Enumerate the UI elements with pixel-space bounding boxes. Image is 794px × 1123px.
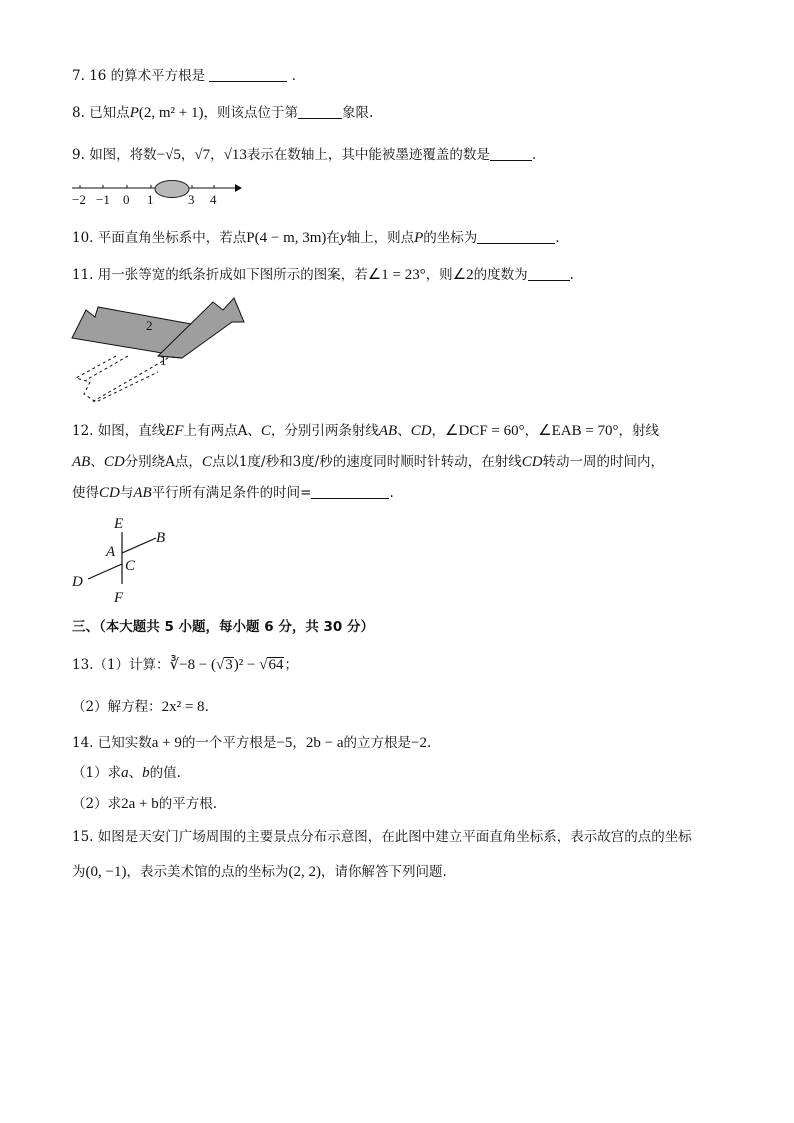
question-15-line-2: 为(0, −1)，表示美术馆的点的坐标为(2, 2)，请你解答下列问题. <box>72 864 447 880</box>
q8-number: 8. <box>72 105 85 121</box>
label-F: F <box>114 590 124 606</box>
label-C: C <box>125 558 136 574</box>
ray-AB <box>122 538 156 553</box>
section-3-heading: 三、（本大题共 5 小题，每小题 6 分，共 30 分） <box>72 619 375 635</box>
tick-label: 3 <box>188 192 195 207</box>
label-B: B <box>156 530 166 546</box>
question-14-part-2: （2）求2a + b的平方根. <box>72 796 218 812</box>
q10-answer-blank <box>477 229 555 244</box>
question-14-part-1: （1）求a、b的值. <box>72 765 181 781</box>
q11-number: 11. <box>72 267 94 283</box>
question-12-line-3: 使得CD与AB平行所有满足条件的时间= . <box>72 485 394 501</box>
label-A: A <box>106 544 116 560</box>
q7-number: 7. <box>72 68 85 84</box>
q8-point-coords: (2, m² + 1) <box>138 105 204 121</box>
number-line-figure <box>70 176 245 208</box>
rays-figure <box>68 512 178 608</box>
dashed-strip-edge <box>76 356 158 402</box>
question-15-line-1: 15. 如图是天安门广场周围的主要景点分布示意图，在此图中建立平面直角坐标系，表示故宫的点的坐标 <box>72 829 692 845</box>
question-13-part-1: 13.（1）计算：∛−8 − (√3)² − √64； <box>72 657 298 673</box>
q9-answer-blank <box>490 146 532 161</box>
label-D: D <box>72 574 83 590</box>
question-9: 9. 如图，将数−√5，√7，√13表示在数轴上，其中能被墨迹覆盖的数是 . <box>72 147 537 163</box>
q7-answer-blank <box>209 67 287 82</box>
q12-answer-blank <box>311 484 389 499</box>
q11-answer-blank <box>528 266 570 281</box>
number-line-arrow <box>235 184 242 192</box>
question-10: 10. 平面直角坐标系中，若点P(4 − m, 3m)在y轴上，则点P的坐标为 . <box>72 230 560 246</box>
q10-number: 10. <box>72 230 94 246</box>
q8-answer-blank <box>298 104 342 119</box>
tick-label: 1 <box>147 192 154 207</box>
tick-label: 4 <box>210 192 217 207</box>
q9-number: 9. <box>72 147 85 163</box>
tick-label: 0 <box>123 192 130 207</box>
q10-point: P(4 − m, 3m) <box>246 230 327 246</box>
question-13-part-2: （2）解方程：2x² = 8. <box>72 699 209 715</box>
label-E: E <box>114 516 124 532</box>
question-12-line-1: 12. 如图，直线EF上有两点A、C，分别引两条射线AB、CD，∠DCF = 60°，∠EAB = 70°，射线 <box>72 423 660 439</box>
q7-text: 16 的算术平方根是 <box>89 68 206 84</box>
folded-strip-figure <box>68 296 250 410</box>
question-12-line-2: AB、CD分别绕A点，C点以1度/秒和3度/秒的速度同时顺时针转动，在射线CD转动一周的时间内， <box>72 454 665 470</box>
ink-blot <box>155 181 189 198</box>
tick-label: −1 <box>96 192 110 207</box>
question-7: 7. 16 的算术平方根是 . <box>72 68 297 84</box>
ray-CD <box>88 564 122 579</box>
question-8: 8. 已知点P(2, m² + 1)，则该点位于第 象限. <box>72 105 374 121</box>
question-14: 14. 已知实数a + 9的一个平方根是−5，2b − a的立方根是−2. <box>72 735 432 751</box>
angle-label-1: 1 <box>160 353 167 368</box>
angle-label-2: 2 <box>146 318 153 333</box>
tick-label: −2 <box>72 192 86 207</box>
question-11: 11. 用一张等宽的纸条折成如下图所示的图案，若∠1 = 23°，则∠2的度数为 . <box>72 267 574 283</box>
